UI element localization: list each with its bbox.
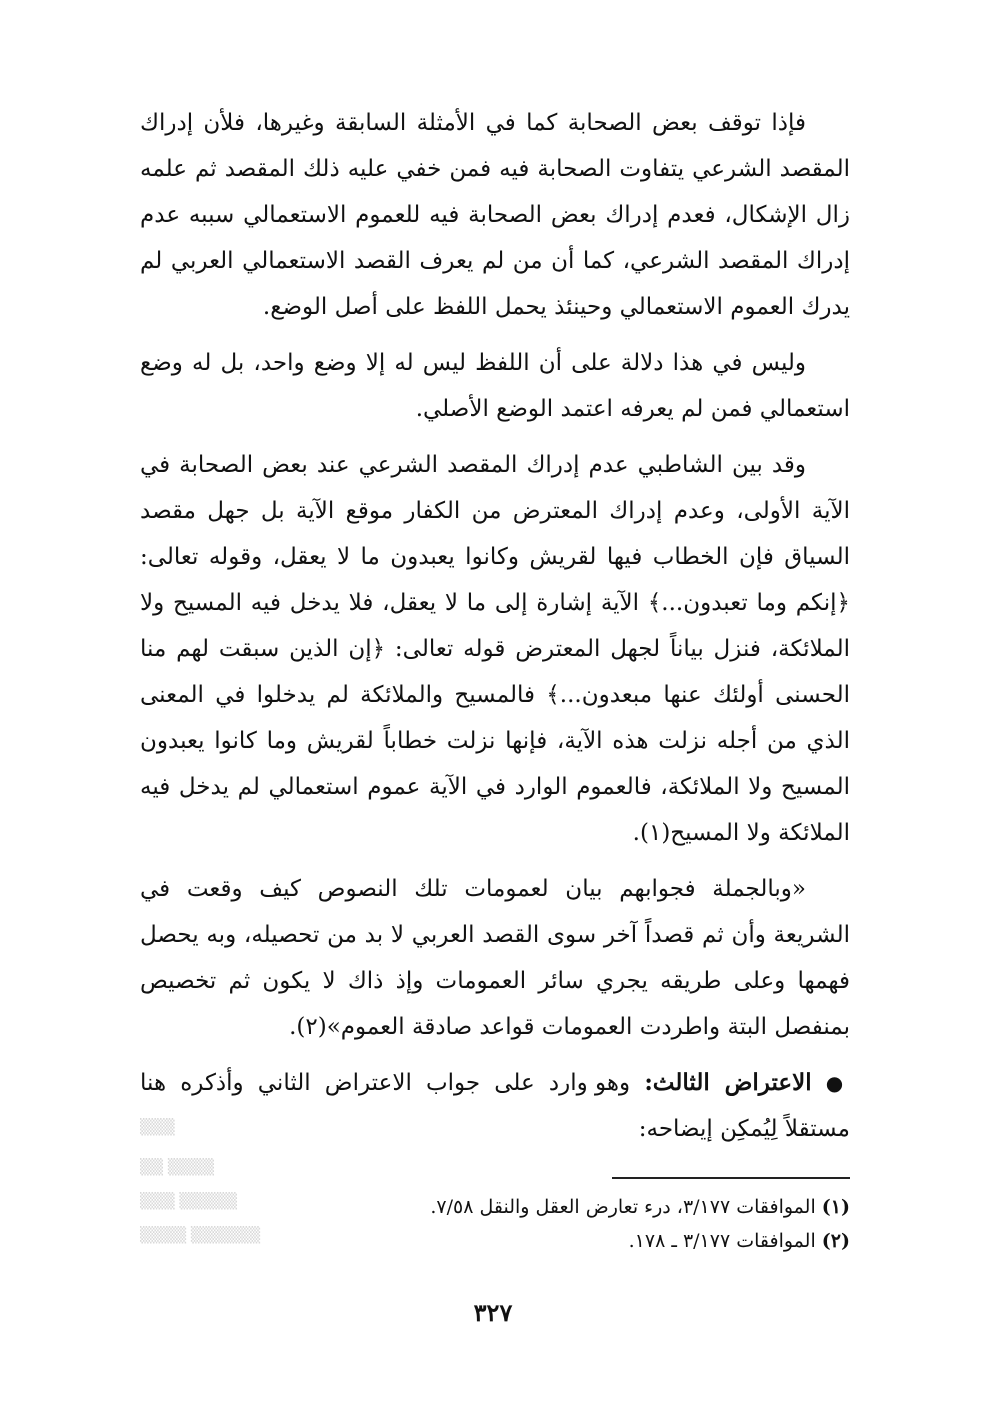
footnote-1 [300, 1190, 850, 1224]
main-text [140, 100, 850, 1152]
bullet-icon: ● [825, 1071, 851, 1095]
footnote-text: الموافقات ٣/١٧٧، درء تعارض العقل والنقل ٧/٥٨. [430, 1196, 822, 1218]
footnote-text: الموافقات ٣/١٧٧ ـ ١٧٨. [628, 1230, 822, 1252]
footnotes [300, 1190, 850, 1258]
bleed-through-mark: ▒▒▒▒▒▒ ▒▒▒▒ [140, 1226, 261, 1244]
paragraph-3: وقد بين الشاطبي عدم إدراك المقصد الشرعي عند بعض الصحابة في الآية الأولى، وعدم إدراك المعترض من الكفار موقع الآية بل جهل مقصد السياق فإن الخطاب فيها لقريش وكانوا يعبدون ما لا يعقل، وقوله تعالى: ﴿إنكم وما تعبدون...﴾ الآية إشارة إلى ما لا يعقل، فلا يدخل فيه المسيح ولا الملائكة، فنزل بياناً لجهل المعترض قوله تعالى: ﴿إن الذين سبقت لهم منا الحسنى أولئك عنها مبعدون...﴾ فالمسيح والملائكة لم يدخلوا في المعنى الذي من أجله نزلت هذه الآية، فإنها نزلت خطاباً لقريش وما كانوا يعبدون المسيح ولا الملائكة، فالعموم الوارد في الآية عموم استعمالي لم يدخل فيه الملائكة ولا المسيح(١). [140, 452, 850, 846]
paragraph-4: «وبالجملة فجوابهم بيان لعمومات تلك النصوص كيف وقعت في الشريعة وأن ثم قصداً آخر سوى القصد العربي لا بد من تحصيله، وبه يحصل فهمها وعلى طريقه يجري سائر العمومات وإذ ذاك لا يكون ثم تخصيص بمنفصل البتة واطردت العمومات قواعد صادقة العموم»(٢). [140, 876, 850, 1040]
bleed-through-mark: ▒▒▒▒▒ ▒▒▒ [140, 1192, 238, 1210]
page-number: ٣٢٧ [473, 1298, 513, 1327]
objection-text: وهو وارد على جواب الاعتراض الثاني وأذكره هنا مستقلاً لِيُمكِن إيضاحه: [140, 1070, 850, 1142]
bleed-through-mark: ▒▒▒▒ ▒▒ [140, 1158, 214, 1176]
footnote-number: (٢) [821, 1230, 850, 1252]
objection-paragraph [140, 1060, 850, 1152]
footnote-2 [300, 1224, 850, 1258]
footnote-number: (١) [821, 1196, 850, 1218]
footnote-divider [612, 1177, 850, 1179]
objection-label: الاعتراض الثالث: [644, 1069, 812, 1096]
paragraph-1: فإذا توقف بعض الصحابة كما في الأمثلة السابقة وغيرها، فلأن إدراك المقصد الشرعي يتفاوت الصحابة فيه فمن خفي عليه ذلك المقصد ثم علمه زال الإشكال، فعدم إدراك بعض الصحابة فيه للعموم الاستعمالي سببه عدم إدراك المقصد الشرعي، كما أن من لم يعرف القصد الاستعمالي العربي لم يدرك العموم الاستعمالي وحينئذ يحمل اللفظ على أصل الوضع. [140, 110, 850, 320]
paragraph-2: وليس في هذا دلالة على أن اللفظ ليس له إلا وضع واحد، بل له وضع استعمالي فمن لم يعرفه اعتمد الوضع الأصلي. [140, 350, 850, 422]
bleed-through-mark: ▒▒▒ [140, 1118, 175, 1136]
